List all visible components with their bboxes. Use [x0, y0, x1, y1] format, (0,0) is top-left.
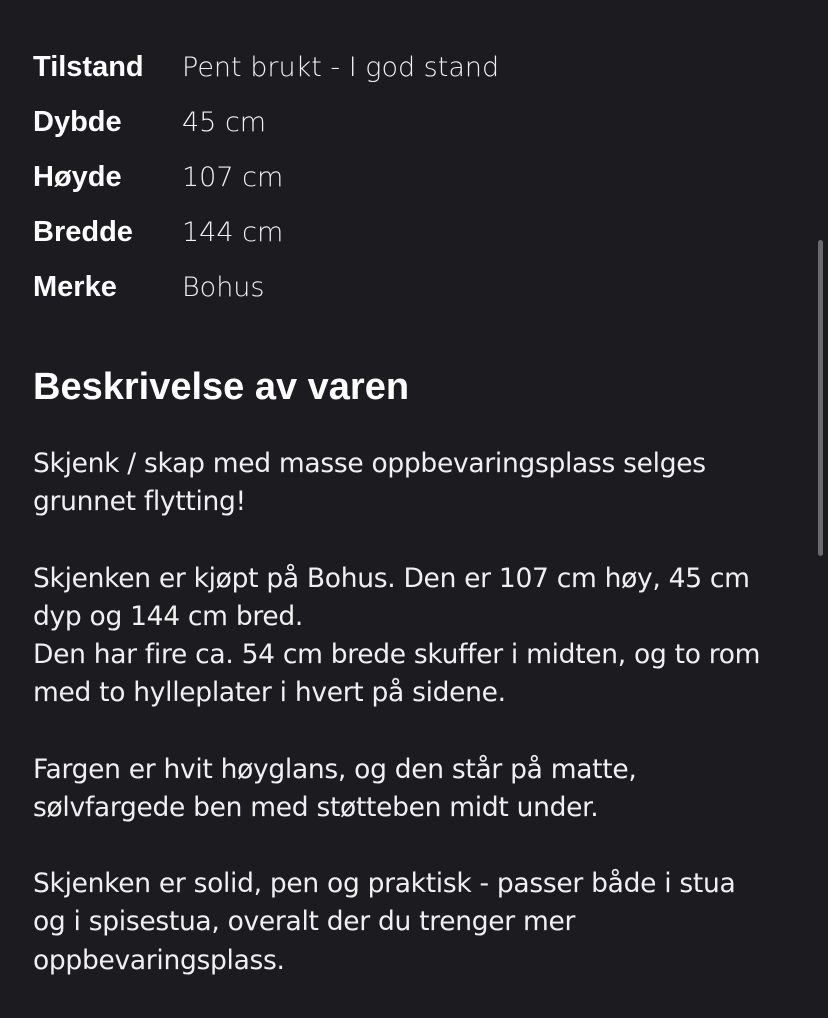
description-title: Beskrivelse av varen	[33, 366, 410, 408]
description-body	[33, 445, 788, 980]
spec-value-height: 107 cm	[182, 162, 284, 193]
spec-label-width: Bredde	[33, 216, 133, 248]
spec-label-depth: Dybde	[33, 106, 122, 138]
spec-label-condition: Tilstand	[33, 51, 144, 83]
description-paragraph: Skjenken er solid, pen og praktisk - passer både i stua og i spisestua, overalt der du trenger mer oppbevaringsplass.	[33, 868, 736, 976]
spec-label-brand: Merke	[33, 271, 117, 303]
spec-label-height: Høyde	[33, 161, 122, 193]
spec-value-condition: Pent brukt - I god stand	[182, 52, 500, 83]
spec-value-brand: Bohus	[182, 272, 265, 303]
spec-value-width: 144 cm	[182, 217, 284, 248]
description-paragraph: Skjenken er kjøpt på Bohus. Den er 107 cm høy, 45 cm dyp og 144 cm bred. Den har fire ca. 54 cm brede skuffer i midten, og to rom med to hylleplater i hvert på sidene.	[33, 562, 761, 709]
spec-table	[33, 40, 788, 315]
listing-details	[33, 40, 788, 1018]
scrollbar-thumb[interactable]	[818, 240, 823, 556]
description-paragraph: Skjenk / skap med masse oppbevaringsplass selges grunnet flytting!	[33, 448, 706, 518]
spec-value-depth: 45 cm	[182, 107, 267, 138]
description-paragraph: Fargen er hvit høyglans, og den står på matte, sølvfargede ben med støtteben midt under.	[33, 753, 637, 823]
top-edge	[0, 0, 828, 6]
